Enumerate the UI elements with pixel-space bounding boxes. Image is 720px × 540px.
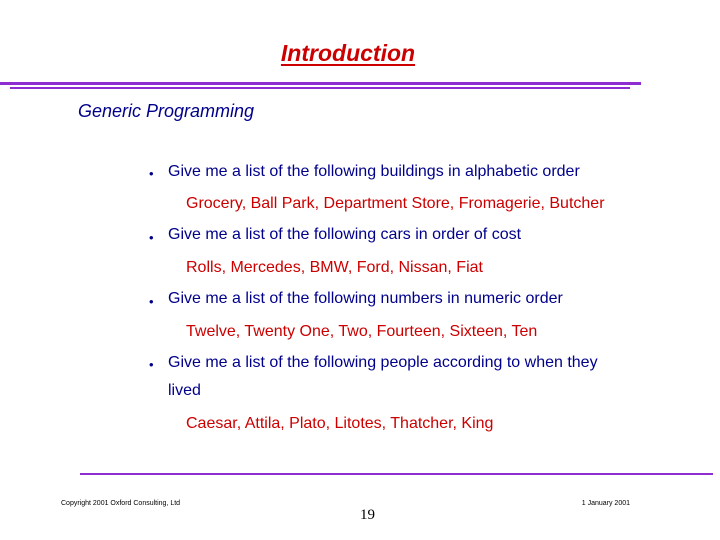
slide-subtitle: Generic Programming [78,101,255,121]
bullet-question: Give me a list of the following buildings in alphabetic order [168,163,580,180]
slide-title: Introduction [280,40,416,66]
bullet-items: Grocery, Ball Park, Department Store, Fromagerie, Butcher [186,195,605,212]
page-number: 19 [360,507,375,523]
header-rule [0,82,641,85]
bullet-marker: • [149,357,154,372]
footer-date: 1 January 2001 [581,500,630,507]
bullet-question: Give me a list of the following people according to when they [168,354,598,371]
bullet-question: Give me a list of the following cars in order of cost [168,226,522,243]
footer-rule [80,473,713,475]
footer-copyright: Copyright 2001 Oxford Consulting, Ltd [61,500,181,507]
bullet-items: Twelve, Twenty One, Two, Fourteen, Sixteen, Ten [186,323,538,340]
bullet-marker: • [149,230,154,245]
header-rule-secondary [10,87,630,89]
bullet-marker: • [149,166,154,181]
bullet-question: Give me a list of the following numbers in numeric order [168,290,563,307]
bullet-items: Caesar, Attila, Plato, Litotes, Thatcher, King [186,415,494,432]
bullet-question-continued: lived [168,382,201,399]
bullet-items: Rolls, Mercedes, BMW, Ford, Nissan, Fiat [186,259,483,276]
bullet-marker: • [149,294,154,309]
